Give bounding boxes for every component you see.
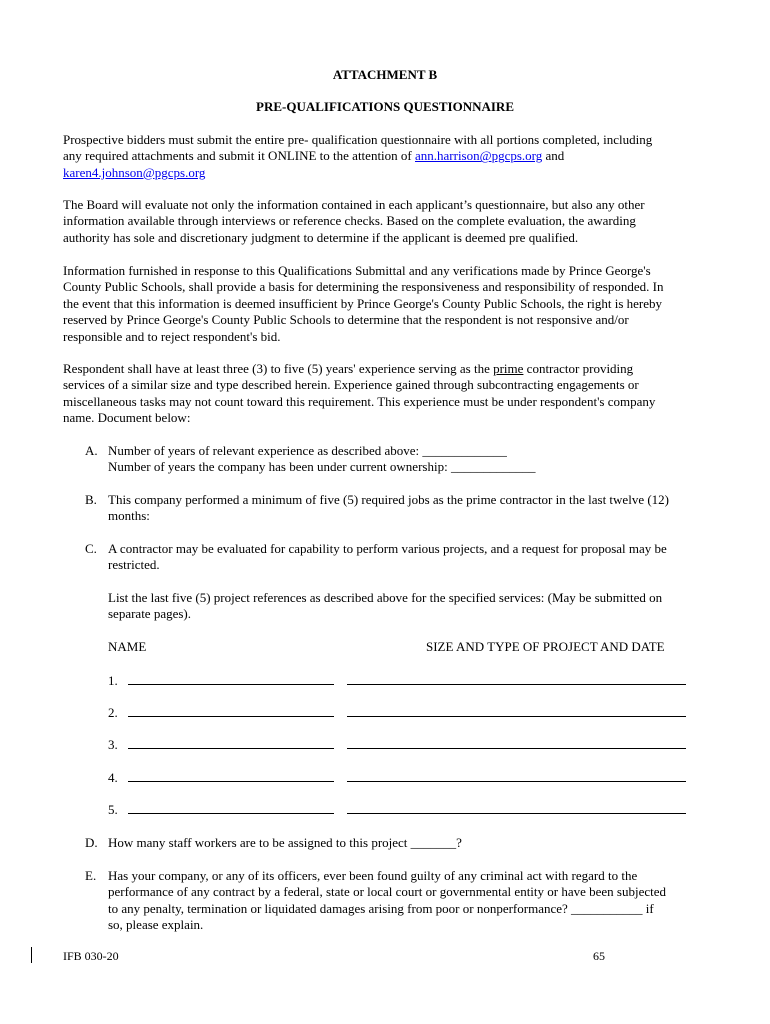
reference-row — [0, 770, 770, 786]
intro-line-3 — [63, 165, 713, 181]
experience-line-2: services of a similar size and type described herein. Experience gained through subcontracting engagements or — [63, 377, 639, 393]
item-body — [108, 868, 718, 934]
reference-row — [0, 705, 770, 721]
reference-name-blank[interactable] — [128, 781, 334, 782]
information-line: County Public Schools, shall provide a basis for determining the responsiveness and responsibility of responded. In — [63, 279, 664, 295]
item-body — [108, 835, 718, 851]
reference-number: 5. — [108, 802, 118, 817]
footer-document-code: IFB 030-20 — [63, 949, 119, 963]
experience-paragraph — [63, 361, 713, 427]
experience-line-4: name. Document below: — [63, 410, 191, 426]
item-e-line-4: so, please explain. — [108, 917, 204, 933]
item-body — [108, 541, 718, 574]
item-letter: A. — [85, 443, 98, 458]
evaluation-line: The Board will evaluate not only the information contained in each applicant’s questionnaire, but also any other — [63, 197, 645, 212]
item-c-line-1: A contractor may be evaluated for capability to perform various projects, and a request for proposal may be — [108, 541, 667, 556]
evaluation-line: authority has sole and discretionary judgment to determine if the applicant is deemed pre qualified. — [63, 229, 579, 245]
item-letter: D. — [85, 835, 98, 850]
reference-name-blank[interactable] — [128, 748, 334, 749]
reference-project-blank[interactable] — [347, 781, 686, 782]
item-e-line-1: Has your company, or any of its officers, ever been found guilty of any criminal act with regard to the — [108, 868, 638, 883]
references-line-1: List the last five (5) project references as described above for the specified services: (May be submitted on — [108, 590, 663, 605]
reference-project-blank[interactable] — [347, 748, 686, 749]
footer-page-number: 65 — [593, 949, 605, 963]
intro-line-2 — [63, 148, 713, 164]
item-a-line-1: Number of years of relevant experience as described above: _____________ — [108, 443, 507, 458]
reference-project-blank[interactable] — [347, 716, 686, 717]
reference-row — [0, 802, 770, 818]
reference-number: 3. — [108, 737, 118, 752]
item-e-line-2: performance of any contract by a federal, state or local court or governmental entity or have been subjected — [108, 884, 667, 900]
references-line-2: separate pages). — [108, 606, 192, 622]
email-link-ann-harrison[interactable]: ann.harrison@pgcps.org — [415, 148, 543, 164]
information-line: Information furnished in response to this Qualifications Submittal and any verifications made by Prince George's — [63, 263, 651, 278]
prime-underlined: prime — [493, 361, 524, 376]
reference-number: 2. — [108, 705, 118, 720]
change-bar — [31, 947, 32, 963]
reference-number: 4. — [108, 770, 118, 785]
reference-project-blank[interactable] — [347, 813, 686, 814]
evaluation-line: information available through interviews or reference checks. Based on the complete evaluation, the awarding — [63, 213, 636, 229]
column-header-size-type: SIZE AND TYPE OF PROJECT AND DATE — [426, 639, 665, 654]
intro-line-1: Prospective bidders must submit the entire pre- qualification questionnaire with all portions completed, including — [63, 132, 653, 147]
reference-name-blank[interactable] — [128, 716, 334, 717]
reference-row — [0, 737, 770, 753]
information-line: reserved by Prince George's County Public Schools to determine that the respondent is not responsive and/or — [63, 312, 629, 328]
item-d-line-1: How many staff workers are to be assigned to this project _______? — [108, 835, 462, 850]
column-header-name: NAME — [108, 639, 147, 654]
reference-name-blank[interactable] — [128, 684, 334, 685]
experience-line-3: miscellaneous tasks may not count toward this requirement. This experience must be under respondent's company — [63, 393, 656, 409]
information-line: responsible and to reject respondent's bid. — [63, 328, 281, 344]
item-body — [108, 590, 718, 623]
information-paragraph — [63, 263, 713, 345]
reference-number: 1. — [108, 673, 118, 688]
questionnaire-title: PRE-QUALIFICATIONS QUESTIONNAIRE — [256, 99, 514, 114]
experience-line-1 — [63, 361, 713, 377]
intro-line-2-text: any required attachments and submit it ONLINE to the attention of — [63, 148, 415, 164]
item-a-line-2: Number of years the company has been under current ownership: _____________ — [108, 459, 536, 475]
email-link-karen-johnson[interactable]: karen4.johnson@pgcps.org — [63, 164, 206, 180]
item-c-line-2: restricted. — [108, 557, 160, 573]
item-body — [108, 443, 718, 476]
item-b-line-1: This company performed a minimum of five (5) required jobs as the prime contractor in the last twelve (12) — [108, 492, 669, 507]
intro-line-2-suffix: and — [542, 148, 565, 164]
item-letter: B. — [85, 492, 97, 507]
item-letter: C. — [85, 541, 97, 556]
experience-line-1-suffix: contractor providing — [523, 361, 634, 376]
information-line: the event that this information is deemed insufficient by Prince George's County Public Schools, the right is hereby — [63, 295, 663, 311]
evaluation-paragraph — [63, 197, 713, 246]
item-b-line-2: months: — [108, 508, 150, 524]
attachment-title: ATTACHMENT B — [332, 67, 438, 82]
reference-name-blank[interactable] — [128, 813, 334, 814]
item-e-line-3: to any penalty, termination or liquidated damages arising from poor or nonperformance? ___________ if — [108, 900, 654, 916]
reference-row — [0, 673, 770, 689]
intro-paragraph — [63, 132, 713, 181]
reference-project-blank[interactable] — [347, 684, 686, 685]
item-letter: E. — [85, 868, 97, 883]
item-body — [108, 492, 718, 525]
experience-line-1-text: Respondent shall have at least three (3) to five (5) years' experience serving as the — [63, 361, 494, 376]
